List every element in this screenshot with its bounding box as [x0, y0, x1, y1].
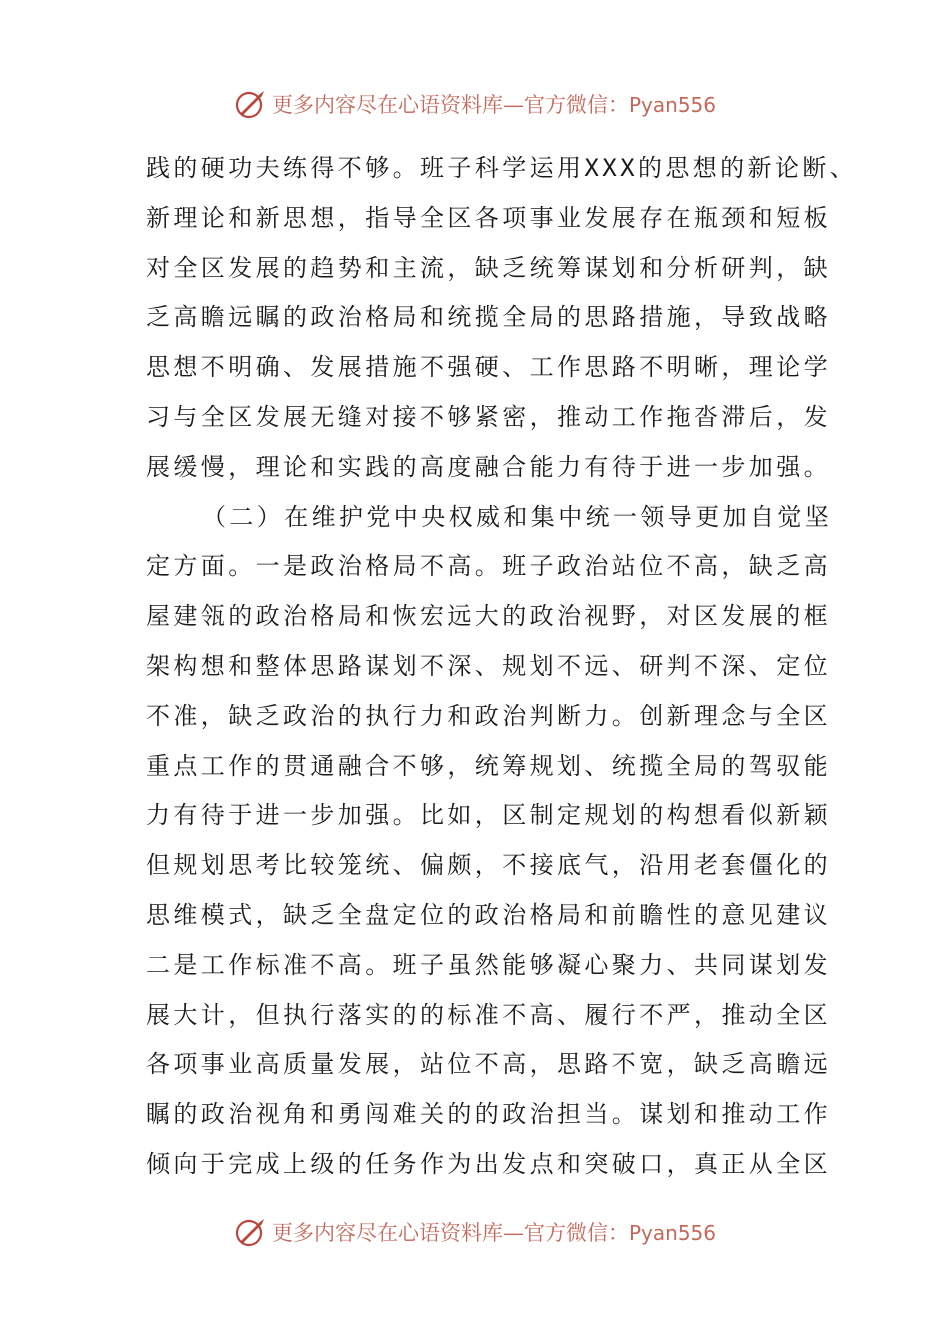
wechat-id: Pyan556	[628, 93, 716, 117]
brand-text: 更多内容尽在心语资料库	[271, 1221, 503, 1245]
separator-text: —	[502, 93, 524, 117]
text-line: 对全区发展的趋势和主流，缺乏统筹谋划和分析研判，缺	[146, 253, 831, 282]
text-line: 思维模式，缺乏全盘定位的政治格局和前瞻性的意见建议	[146, 900, 831, 929]
text-line: 但规划思考比较笼统、偏颇，不接底气，沿用老套僵化的	[146, 851, 831, 880]
quill-logo-icon	[234, 1215, 268, 1249]
brand-text: 更多内容尽在心语资料库	[271, 93, 503, 117]
text-line: 重点工作的贯通融合不够，统筹规划、统揽全局的驾驭能	[146, 751, 831, 780]
wechat-label: 官方微信：	[523, 93, 629, 117]
text-line: 不准，缺乏政治的执行力和政治判断力。创新理念与全区	[146, 701, 831, 730]
text-line: 瞩的政治视角和勇闯难关的的政治担当。谋划和推动工作	[146, 1100, 831, 1129]
text-line: 定方面。一是政治格局不高。班子政治站位不高，缺乏高	[146, 552, 831, 581]
text-line: 各项事业高质量发展，站位不高，思路不宽，缺乏高瞻远	[146, 1050, 831, 1079]
text-line: 屋建瓴的政治格局和恢宏远大的政治视野，对区发展的框	[146, 602, 831, 631]
quill-logo-icon	[234, 87, 268, 121]
text-line: 习与全区发展无缝对接不够紧密，推动工作拖沓滞后，发	[146, 402, 831, 431]
text-line: 践的硬功夫练得不够。班子科学运用XXX的思想的新论断、	[146, 154, 858, 182]
footer-watermark-text	[272, 1217, 716, 1247]
paragraph	[146, 493, 833, 1190]
text-line: 展大计，但执行落实的的标准不高、履行不严，推动全区	[146, 1000, 831, 1029]
text-line: 乏高瞻远瞩的政治格局和统揽全局的思路措施，导致战略	[146, 303, 831, 332]
paragraph	[146, 144, 858, 493]
text-line: 展缓慢，理论和实践的高度融合能力有待于进一步加强。	[146, 452, 831, 481]
text-line: 倾向于完成上级的任务作为出发点和突破口，真正从全区	[146, 1149, 831, 1178]
text-line: 新理论和新思想，指导全区各项事业发展存在瓶颈和短板	[146, 203, 831, 232]
text-line: 二是工作标准不高。班子虽然能够凝心聚力、共同谋划发	[146, 950, 831, 979]
text-line: 力有待于进一步加强。比如，区制定规划的构想看似新颖	[146, 801, 831, 830]
separator-text: —	[502, 1221, 524, 1245]
text-line: 思想不明确、发展措施不强硬、工作思路不明晰，理论学	[146, 353, 831, 382]
wechat-id: Pyan556	[628, 1221, 716, 1245]
document-body	[146, 144, 858, 1190]
header-watermark-banner	[0, 84, 950, 124]
text-line: 架构想和整体思路谋划不深、规划不远、研判不深、定位	[146, 651, 831, 680]
header-watermark-text	[272, 89, 716, 119]
text-line: （二）在维护党中央权威和集中统一领导更加自觉坚	[202, 502, 833, 531]
footer-watermark-banner	[0, 1212, 950, 1252]
wechat-label: 官方微信：	[523, 1221, 629, 1245]
